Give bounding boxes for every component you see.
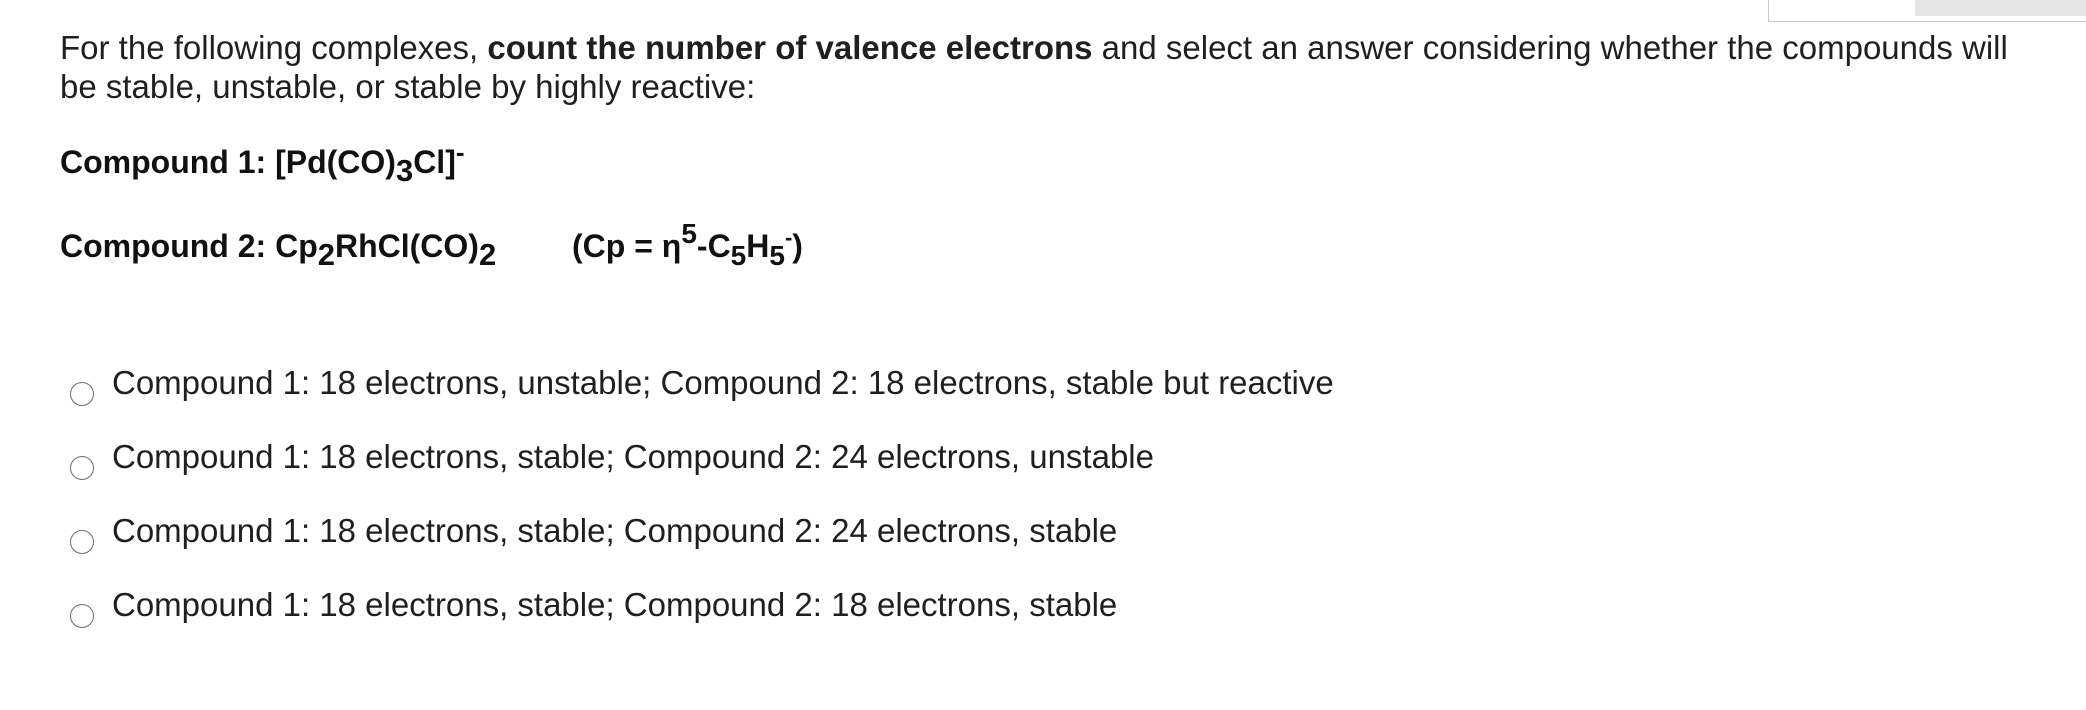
answer-option-label[interactable]: Compound 1: 18 electrons, stable; Compound 2: 18 electrons, stable [112,586,1118,623]
compound-2-prefix: Compound 2: Cp [60,228,318,264]
answer-option-4[interactable] [70,586,1570,646]
cp-formula-a: -C [696,228,731,264]
answer-option-label[interactable]: Compound 1: 18 electrons, stable; Compound 2: 24 electrons, stable [112,512,1118,549]
answer-option-label[interactable]: Compound 1: 18 electrons, unstable; Compound 2: 18 electrons, stable but reactive [112,364,1334,401]
cp-charge: - [784,225,793,250]
answer-option-3[interactable] [70,512,1570,572]
cp-close: ) [792,228,803,264]
compound-1-mid: Cl] [413,144,456,180]
compound-2-formula [60,228,497,272]
radio-button[interactable] [70,530,94,554]
answer-option-1[interactable] [70,364,1570,424]
compound-1-charge: - [455,137,465,167]
question-emphasis: count the number of valence electrons [487,29,1093,66]
answer-option-2[interactable] [70,438,1570,498]
cp-subscript-h: 5 [769,240,785,271]
compound-2-subscript-2: 2 [478,237,497,272]
cp-open: (Cp = η [572,228,682,264]
question-rest: and select an answer considering whether the compounds will be stable, unstable, or stable by highly reactive: [60,29,2008,105]
radio-button[interactable] [70,456,94,480]
cp-definition [572,218,803,271]
compound-2-subscript-1: 2 [317,237,335,272]
cp-formula-b: H [746,228,770,264]
cp-hapticity: 5 [681,218,697,249]
radio-button[interactable] [70,604,94,628]
question-text [60,28,2050,106]
cp-subscript-c: 5 [730,240,747,271]
top-panel-button[interactable] [1915,0,2086,16]
compound-1-subscript: 3 [395,153,414,188]
answer-option-label[interactable]: Compound 1: 18 electrons, stable; Compound 2: 24 electrons, unstable [112,438,1154,475]
compound-2-mid: RhCl(CO) [334,228,479,264]
question-intro: For the following complexes, [60,29,488,66]
compound-1-prefix: Compound 1: [Pd(CO) [60,144,396,180]
radio-button[interactable] [70,382,94,406]
compound-1-formula [60,137,465,188]
